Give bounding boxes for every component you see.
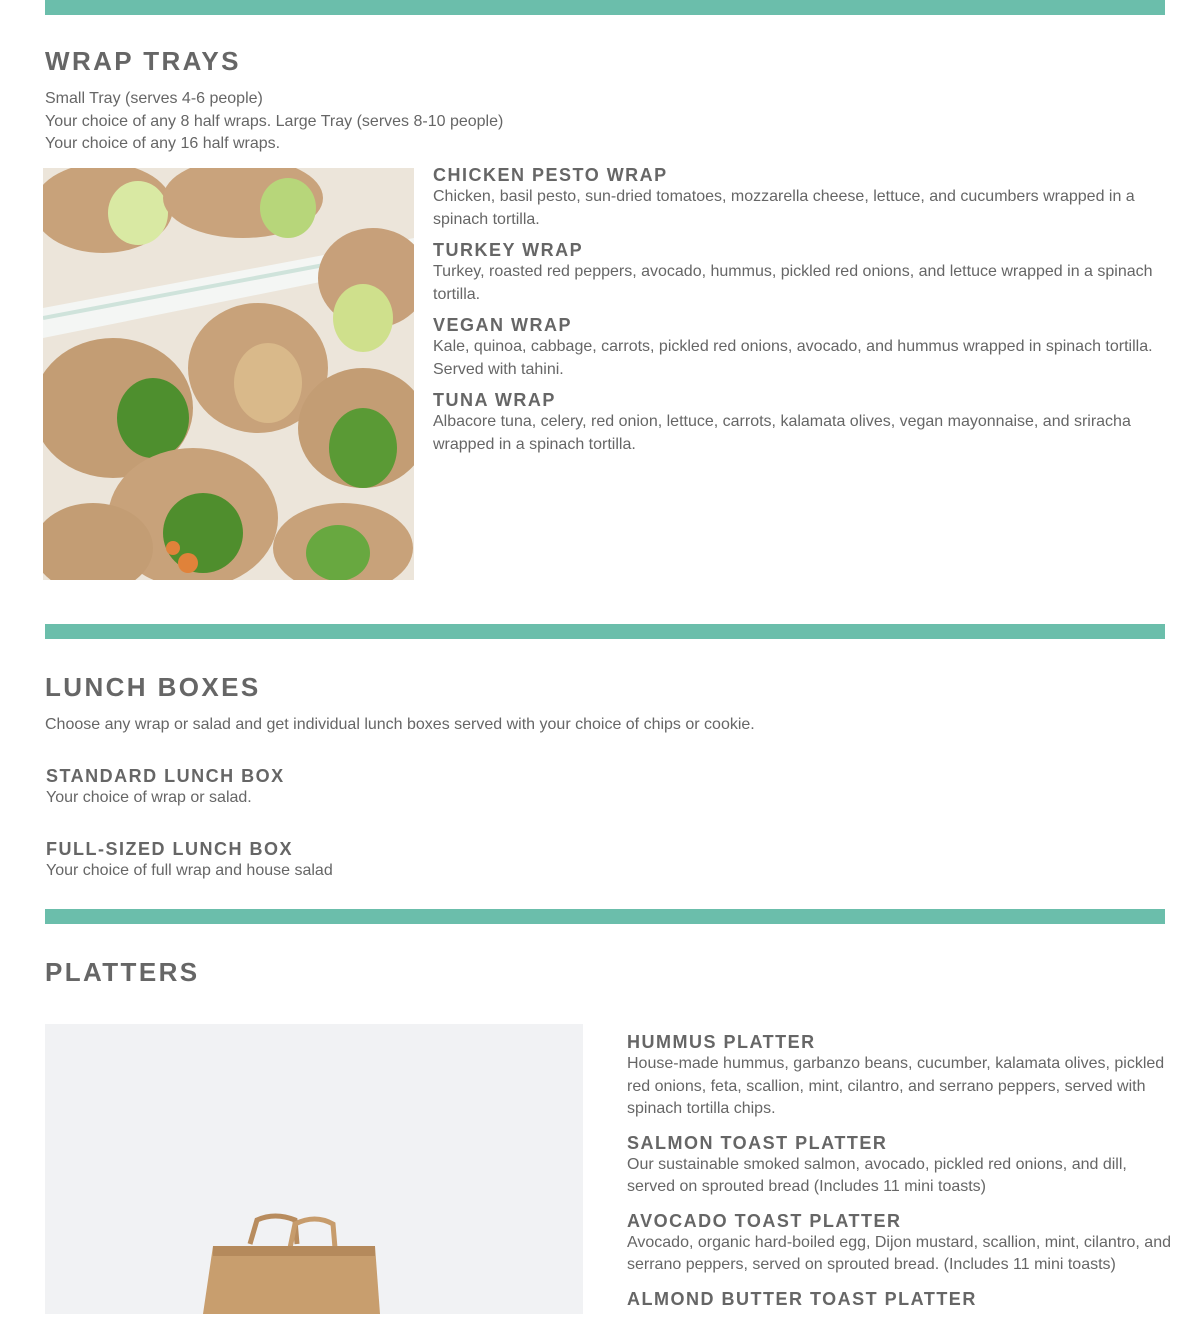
intro-line: Your choice of any 8 half wraps. Large Tray (serves 8-10 people) <box>45 112 504 130</box>
intro-line: Your choice of any 16 half wraps. <box>45 135 281 152</box>
item-description: Your choice of full wrap and house salad <box>46 862 333 879</box>
paper-bag-illustration <box>45 1024 583 1314</box>
wraps-photo <box>43 168 414 580</box>
platter-bag-photo <box>45 1024 583 1314</box>
section-title-platters: PLATTERS <box>45 957 200 987</box>
item-title: TURKEY WRAP <box>433 240 584 260</box>
menu-item <box>627 1210 1172 1277</box>
platter-items-list <box>627 1031 1172 1321</box>
item-title: ALMOND BUTTER TOAST PLATTER <box>627 1288 977 1309</box>
section-divider <box>45 909 1165 924</box>
item-description: Kale, quinoa, cabbage, carrots, pickled red onions, avocado, and hummus wrapped in spinach tortilla. Served with tahini. <box>433 338 1153 378</box>
lunch-boxes-intro: Choose any wrap or salad and get individual lunch boxes served with your choice of chips or cookie. <box>45 716 755 733</box>
item-title: SALMON TOAST PLATTER <box>627 1132 888 1153</box>
item-title: CHICKEN PESTO WRAP <box>433 165 668 185</box>
item-title: AVOCADO TOAST PLATTER <box>627 1210 902 1231</box>
item-title: TUNA WRAP <box>433 390 556 410</box>
item-description: Our sustainable smoked salmon, avocado, pickled red onions, and dill, served on sprouted bread (Includes 11 mini toasts) <box>627 1155 1127 1195</box>
intro-line: Small Tray (serves 4-6 people) <box>45 90 263 107</box>
wraps-illustration <box>43 168 414 580</box>
section-title-wrap-trays: WRAP TRAYS <box>45 46 241 76</box>
item-description: Avocado, organic hard-boiled egg, Dijon mustard, scallion, mint, cilantro, and serrano peppers, served on sprouted bread. (Includes 11 mini toasts) <box>627 1233 1171 1273</box>
item-title: STANDARD LUNCH BOX <box>46 766 285 786</box>
section-title-lunch-boxes: LUNCH BOXES <box>45 672 261 702</box>
menu-item <box>627 1132 1172 1199</box>
menu-item <box>433 314 1163 381</box>
wrap-trays-intro <box>45 88 503 156</box>
item-description: Turkey, roasted red peppers, avocado, hummus, pickled red onions, and lettuce wrapped in a spinach tortilla. <box>433 263 1153 303</box>
menu-item <box>46 838 333 883</box>
menu-item <box>627 1031 1172 1121</box>
menu-item <box>433 389 1163 456</box>
wrap-items-list <box>433 164 1163 464</box>
item-description: Chicken, basil pesto, sun-dried tomatoes, mozzarella cheese, lettuce, and cucumbers wrapped in a spinach tortilla. <box>433 188 1135 228</box>
menu-item <box>433 239 1163 306</box>
menu-item <box>627 1288 1172 1310</box>
item-description: Albacore tuna, celery, red onion, lettuce, carrots, kalamata olives, vegan mayonnaise, and sriracha wrapped in a spinach tortilla. <box>433 413 1131 453</box>
item-description: Your choice of wrap or salad. <box>46 789 252 806</box>
item-title: FULL-SIZED LUNCH BOX <box>46 839 293 859</box>
item-description: House-made hummus, garbanzo beans, cucumber, kalamata olives, pickled red onions, feta, scallion, mint, cilantro, and serrano peppers, served with spinach tortilla chips. <box>627 1055 1165 1117</box>
menu-item <box>46 765 285 810</box>
item-title: HUMMUS PLATTER <box>627 1032 816 1052</box>
section-divider <box>45 624 1165 639</box>
menu-item <box>433 164 1163 231</box>
section-divider <box>45 0 1165 15</box>
item-title: VEGAN WRAP <box>433 315 573 335</box>
